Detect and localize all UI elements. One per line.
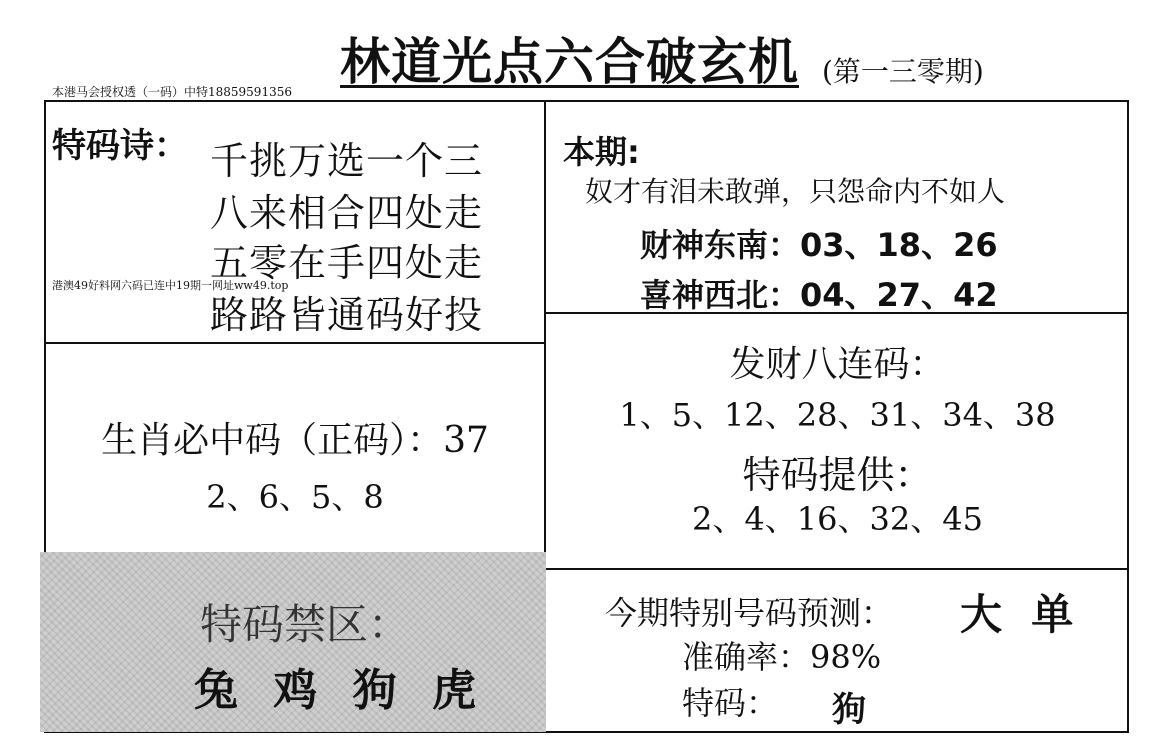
watermark-text: 港澳49好料网六码已连中19期一网址ww49.top — [52, 279, 289, 292]
tema-provide-numbers: 2、4、16、32、45 — [692, 500, 983, 538]
poem-line-3: 五零在手四处走 — [210, 241, 484, 285]
poem-line-4: 路路皆通码好投 — [210, 293, 484, 337]
forbidden-value: 兔 鸡 狗 虎 — [194, 665, 486, 716]
benqi-line-1: 财神东南：03、18、26 — [640, 226, 998, 264]
issue-subtitle: (第一三零期) — [822, 55, 984, 88]
tema-value: 狗 — [832, 690, 866, 730]
left-divider-1 — [44, 342, 544, 344]
top-note: 本港马会授权透（一码）中特18859591356 — [52, 85, 292, 99]
benqi-line-2: 喜神西北：04、27、42 — [640, 276, 998, 314]
accuracy-label: 准确率：98% — [682, 638, 882, 676]
zodiac-numbers: 2、6、5、8 — [206, 478, 384, 516]
poem-line-2: 八来相合四处走 — [210, 191, 484, 235]
prediction-value: 大 单 — [960, 590, 1074, 639]
right-divider-2 — [546, 568, 1129, 570]
poem-label: 特码诗： — [52, 126, 188, 166]
benqi-subtitle: 奴才有泪未敢弹，只怨命内不如人 — [585, 175, 1006, 208]
forbidden-label: 特码禁区： — [200, 600, 411, 649]
tema-provide-label: 特码提供： — [742, 453, 933, 497]
tema-label: 特码： — [682, 684, 779, 722]
facai-label: 发财八连码： — [729, 344, 946, 385]
poem-line-1: 千挑万选一个三 — [210, 139, 484, 183]
facai-numbers: 1、5、12、28、31、34、38 — [619, 396, 1056, 434]
zodiac-label: 生肖必中码（正码）：37 — [101, 420, 489, 461]
page-title: 林道光点六合破玄机 — [340, 32, 799, 91]
benqi-label: 本期: — [563, 133, 640, 171]
prediction-label: 今期特别号码预测： — [605, 594, 894, 632]
